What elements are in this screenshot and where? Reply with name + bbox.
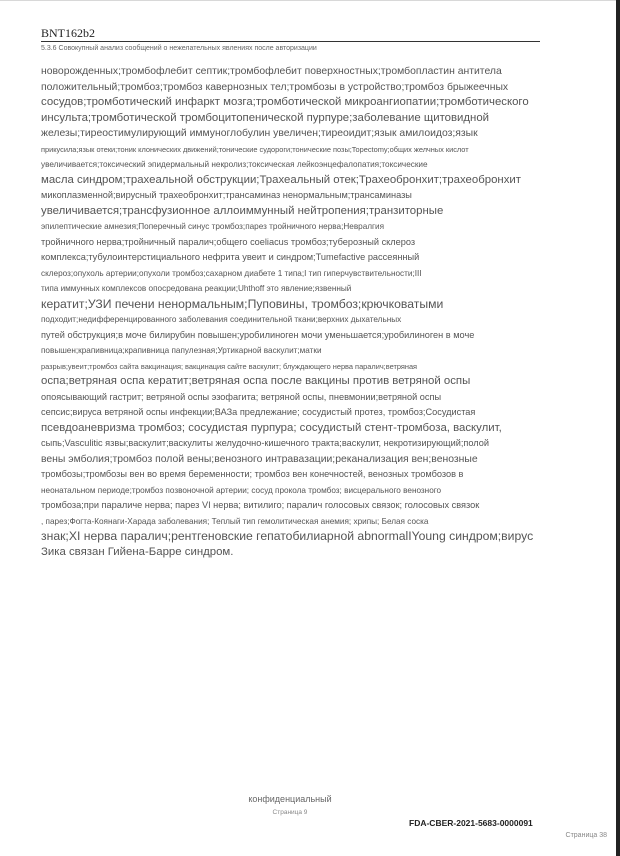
text-line: типа иммунных комплексов опосредована реакции;Uhthoff это явление;язвенный <box>41 284 352 293</box>
text-line: вены эмболия;тромбоз полой вены;венозного интравазации;реканализация вен;венозные <box>41 453 478 465</box>
inner-page-number: Страница 9 <box>272 809 308 816</box>
text-line: железы;тиреостимулирующий иммуноглобулин увеличен;тиреоидит;язык амилоидоз;язык <box>41 128 478 139</box>
text-line: разрыв;увеит;тромбоз сайта вакцинация; вакцинация сайте васкулит; блуждающего нерва паралич;ветряная <box>41 361 418 371</box>
text-line: микоплазменной;вирусный трахеобронхит;трансаминаз ненормальным;трансаминазы <box>41 190 412 200</box>
text-line: знак;XI нерва паралич;рентгеновские гепатобилиарной abnormalIYoung синдром;вирус <box>41 529 534 543</box>
text-line: , парез;Фогта-Коянаги-Харада заболевания; Теплый тип гемолитическая анемия; хрипы; Белая соска <box>41 516 429 526</box>
confidential-label: конфиденциальный <box>248 794 332 804</box>
text-line: новорожденных;тромбофлебит септик;тромбофлебит поверхностных;тромбопластин антитела <box>41 66 502 77</box>
text-line: сосудов;тромботический инфаркт мозга;тромботической микроангиопатии;тромботического <box>41 96 529 108</box>
adverse-events-text <box>41 64 546 560</box>
text-line: положительный;тромбоз;тромбоз кавернозных тел;тромбозы в устройство;тромбоз брыжеечных <box>41 81 509 93</box>
page-top-border <box>0 0 616 1</box>
text-line: инсульта;тромботической тромбоцитопенической пурпуре;заболевание щитовидной <box>41 111 490 124</box>
text-line: повышен;крапивница;крапивница папулезная;Уртикарной васкулит;матки <box>41 346 322 355</box>
text-line: неонатальном периоде;тромбоз позвоночной артерии; сосуд прокола тромбоз; висцерального венозного <box>41 485 442 495</box>
text-line: прикусила;язык отеки;тоник клонических движений;тонические судороги;тонические позы;Topectomy;общих желчных кислот <box>41 144 469 154</box>
outer-page-number: Страница 38 <box>565 832 607 839</box>
document-title: BNT162b2 <box>41 26 540 42</box>
text-line: кератит;УЗИ печени ненормальным;Пуповины, тромбоз;крючковатыми <box>41 296 444 311</box>
text-line: тройничного нерва;тройничный паралич;общего coeliacus тромбоз;туберозный склероз <box>41 236 416 247</box>
text-line: эпилептические амнезия;Поперечный синус тромбоз;парез тройничного нерва;Невралгия <box>41 222 385 231</box>
text-line: опоясывающий гастрит; ветряной оспы эзофагита; ветряной оспы, пневмонии;ветряной оспы <box>41 391 442 402</box>
text-line: путей обструкция;в моче билирубин повышен;уробилиноген мочи уменьшается;уробилиноген в моче <box>41 329 475 340</box>
text-line: масла синдром;трахеальной обструкции;Трахеальный отек;Трахеобронхит;трахеобронхит <box>41 173 521 186</box>
text-line: комплекса;тубулоинтерстициального нефрита увеит и синдром;Tumefactive рассеянный <box>41 252 420 262</box>
text-line: тромбозы;тромбозы вен во время беременности; тромбоз вен конечностей, венозных тромбозов в <box>41 469 464 479</box>
viewer-scrollbar[interactable] <box>616 0 620 856</box>
document-id: FDA-CBER-2021-5683-0000091 <box>409 818 533 828</box>
page-header <box>41 26 540 53</box>
text-line: сыпь;Vasculitic язвы;васкулит;васкулиты желудочно-кишечного тракта;васкулит, некротизирующий;полой <box>41 438 489 448</box>
text-line: Зика связан Гийена-Барре синдром. <box>41 545 234 558</box>
text-line: оспа;ветряная оспа кератит;ветряная оспа после вакцины против ветряной оспы <box>41 375 471 387</box>
text-line: псевдоаневризма тромбоз; сосудистая пурпура; сосудистый стент-тромбоза, васкулит, <box>41 421 502 434</box>
section-subtitle: 5.3.6 Совокупный анализ сообщений о нежелательных явлениях после авторизации <box>41 45 317 52</box>
text-line: склероз;опухоль артерии;опухоли тромбоз;сахарном диабете 1 типа;I тип гиперчувствительности;III <box>41 268 422 278</box>
text-line: тромбоза;при параличе нерва; парез VI нерва; витилиго; паралич голосовых связок; голосовых связок <box>41 500 480 510</box>
text-line: увеличивается;токсический эпидермальный некролиз;токсическая лейкоэнцефалопатия;токсические <box>41 160 428 169</box>
text-line: увеличивается;трансфузионное аллоиммунный нейтропения;транзиторные <box>41 204 444 217</box>
text-line: сепсис;вируса ветряной оспы инфекции;ВАЗа предлежание; сосудистый протез, тромбоз;Сосудистая <box>41 407 476 417</box>
text-line: подходит;недифференцированного заболевания соединительной ткани;верхних дыхательных <box>41 315 402 324</box>
